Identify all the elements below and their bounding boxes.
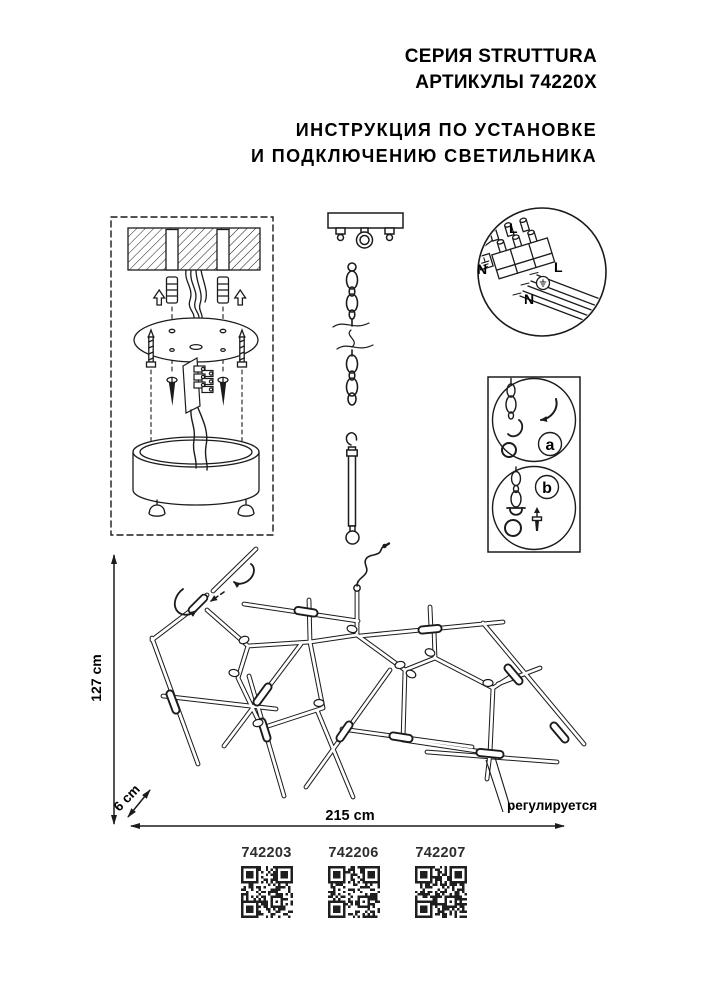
- series-title: СЕРИЯ STRUTTURA: [404, 46, 597, 67]
- step-a-circle: [493, 379, 576, 462]
- article-item: [327, 845, 381, 918]
- article-number: 742207: [415, 845, 466, 861]
- dim-height-label: 127 cm: [88, 654, 104, 702]
- ceiling-bracket: [328, 213, 403, 248]
- article-item: [414, 845, 468, 918]
- wiring-detail-callout: [470, 208, 608, 336]
- qr-code: [241, 866, 293, 918]
- article-number: 742206: [328, 845, 379, 861]
- chain: [333, 263, 373, 405]
- wood-screw-right: [218, 377, 228, 406]
- assembly-steps-panel: [488, 377, 580, 552]
- drill-hole-left: [166, 230, 178, 271]
- arrow-up-right-icon: [235, 290, 246, 305]
- mains-wires: [186, 270, 207, 319]
- article-item: [240, 845, 294, 918]
- dim-width-label: 215 cm: [325, 808, 375, 824]
- step-b-content: [505, 467, 559, 536]
- dimension-annotations: [88, 555, 597, 826]
- wood-screw-left: [167, 377, 177, 406]
- articles-title: АРТИКУЛЫ 74220X: [415, 72, 597, 93]
- article-number: 742203: [241, 845, 292, 861]
- dowel-right: [218, 277, 229, 303]
- power-cable: [354, 544, 389, 592]
- ceiling-hatch: [128, 228, 260, 270]
- dowel-left: [167, 277, 178, 303]
- terminal-block: [183, 358, 213, 413]
- drill-hole-right: [217, 230, 229, 271]
- ceiling-mount-exploded-view: [111, 217, 273, 535]
- label-n-terminal: N: [477, 261, 488, 277]
- article-list: [0, 845, 707, 918]
- step-a-content: [502, 379, 562, 458]
- qr-code: [328, 866, 380, 918]
- qr-code: [415, 866, 467, 918]
- suspension-rod: [346, 433, 359, 544]
- instruction-line-1: ИНСТРУКЦИЯ ПО УСТАНОВКЕ: [295, 120, 597, 140]
- step-a-label: a: [545, 437, 555, 454]
- dim-depth-label: 6 cm: [110, 781, 143, 815]
- arrow-up-left-icon: [154, 290, 165, 305]
- label-l-wire: L: [554, 259, 563, 275]
- earth-symbol-wire: [537, 277, 550, 290]
- step-b-circle: [493, 467, 576, 550]
- label-l-terminal: L: [509, 220, 518, 236]
- adjustable-label: регулируется: [507, 798, 598, 813]
- bolt-icon: [533, 507, 542, 531]
- instruction-line-2: И ПОДКЛЮЧЕНИЮ СВЕТИЛЬНИКА: [251, 146, 597, 166]
- canopy: [133, 437, 259, 505]
- chandelier-structure: [152, 544, 584, 798]
- label-n-wire: N: [524, 291, 535, 307]
- step-b-label: b: [542, 480, 552, 497]
- suspension-parts: [328, 213, 403, 544]
- cap-nut-right: [238, 500, 254, 516]
